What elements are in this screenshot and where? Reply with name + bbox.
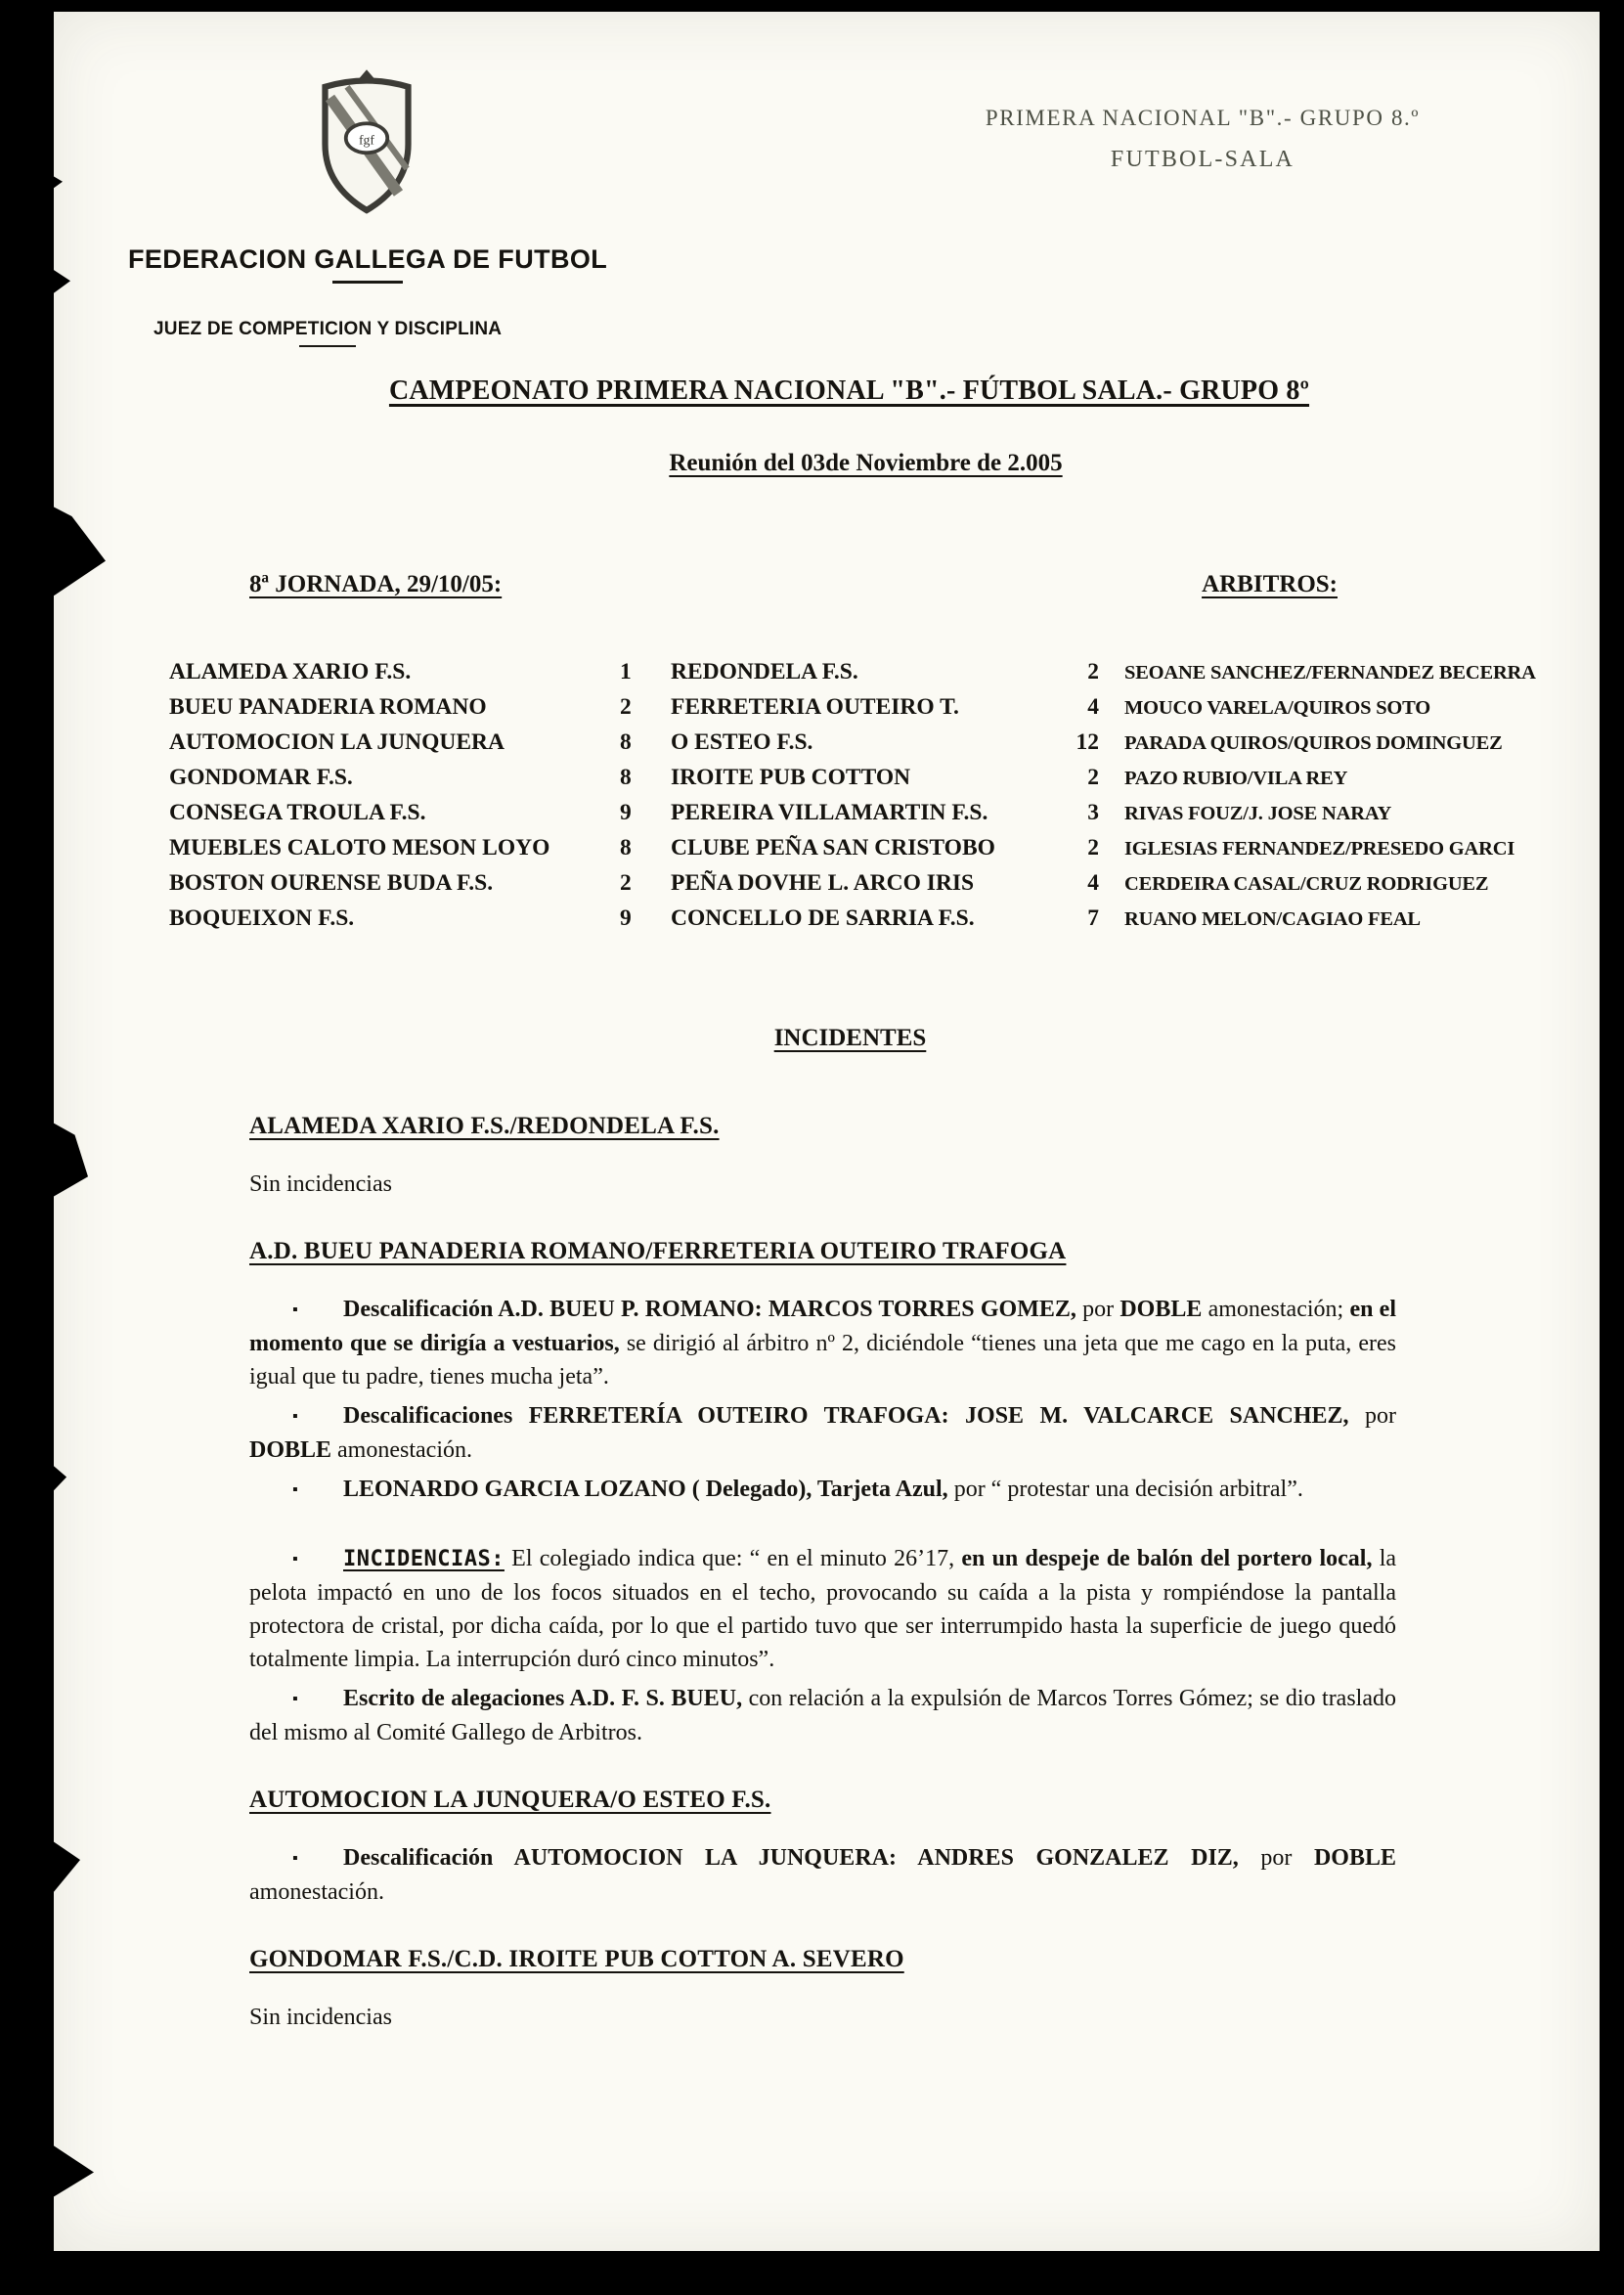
home-team: ALAMEDA XARIO F.S. [169,659,412,684]
paragraph [249,2001,1396,2034]
bullet-square-icon: ▪ [292,1302,298,1318]
section-heading: A.D. BUEU PANADERIA ROMANO/FERRETERIA OUTEIRO TRAFOGA [249,1238,1067,1264]
document-title: CAMPEONATO PRIMERA NACIONAL "B".- FÚTBOL SALA.- GRUPO 8º [388,375,1310,406]
away-score: 2 [1087,659,1099,684]
text-segment: DOBLE [1119,1297,1203,1322]
section-heading: AUTOMOCION LA JUNQUERA/O ESTEO F.S. [249,1787,771,1813]
crest-shield-icon [310,68,423,215]
home-team: MUEBLES CALOTO MESON LOYO [169,835,550,861]
text-segment: Descalificación A.D. BUEU P. ROMANO: MARCOS TORRES GOMEZ, [343,1297,1076,1322]
bullet-paragraph [249,1682,1396,1749]
text-segment: Sin incidencias [249,2005,392,2030]
away-team: CLUBE PEÑA SAN CRISTOBO [671,835,995,861]
results-headings-row [54,571,1600,598]
home-score: 1 [620,659,632,684]
text-segment: por [1238,1845,1314,1871]
referee-pair: MOUCO VARELA/QUIROS SOTO [1124,697,1431,719]
referees-heading: ARBITROS: [1202,571,1338,597]
incident-section [249,1238,1396,1749]
bullet-paragraph [249,1473,1396,1507]
referee-pair: RIVAS FOUZ/J. JOSE NARAY [1124,803,1392,824]
result-row [54,694,1600,729]
text-segment: INCIDENCIAS: [343,1547,505,1571]
away-team: PEÑA DOVHE L. ARCO IRIS [671,870,975,896]
home-score: 2 [620,694,632,720]
home-team: BOSTON OURENSE BUDA F.S. [169,870,494,896]
away-score: 3 [1087,800,1099,825]
federation-name: FEDERACION GALLEGA DE FUTBOL [128,244,608,274]
text-segment: con relación a la expulsión de Marcos Torres Gómez; se dio traslado del mismo al Comité Gallego de Arbitros. [249,1686,1396,1745]
text-segment: en el momento que se dirigía a vestuarios, [249,1297,1396,1356]
text-segment: por [1075,1297,1120,1322]
text-segment: Sin incidencias [249,1171,392,1197]
paragraph [249,1168,1396,1201]
text-segment: por “ protestar una decisión arbitral”. [947,1477,1303,1502]
document-body [54,12,1600,2034]
bullet-paragraph [249,1399,1396,1467]
result-row [54,800,1600,835]
text-segment: amonestación; [1202,1297,1350,1322]
judge-block [154,319,502,347]
away-team: PEREIRA VILLAMARTIN F.S. [671,800,988,825]
text-segment: Descalificación AUTOMOCION LA JUNQUERA: ANDRES GONZALEZ DIZ, [343,1845,1239,1871]
incidents-heading: INCIDENTES [773,1025,927,1051]
bullet-square-icon: ▪ [292,1850,298,1867]
away-team: REDONDELA F.S. [671,659,858,684]
text-segment: amonestación. [249,1879,384,1905]
away-team: FERRETERIA OUTEIRO T. [671,694,959,720]
home-score: 8 [620,835,632,861]
results-table [54,659,1600,941]
text-segment: por [1348,1403,1397,1429]
bullet-paragraph [249,1841,1396,1909]
section-heading: GONDOMAR F.S./C.D. IROITE PUB COTTON A. SEVERO [249,1946,904,1972]
referee-pair: PAZO RUBIO/VILA REY [1124,768,1348,789]
referee-pair: IGLESIAS FERNANDEZ/PRESEDO GARCI [1124,838,1515,860]
away-score: 2 [1087,835,1099,861]
referee-pair: PARADA QUIROS/QUIROS DOMINGUEZ [1124,732,1503,754]
text-segment: Escrito de alegaciones A.D. F. S. BUEU, [343,1686,743,1711]
result-row [54,835,1600,870]
federation-block [128,244,607,284]
home-score: 9 [620,800,632,825]
bullet-paragraph [249,1542,1396,1676]
bullet-paragraph [249,1293,1396,1393]
home-score: 2 [620,870,632,896]
judge-title: JUEZ DE COMPETICION Y DISCIPLINA [154,319,503,339]
referee-pair: RUANO MELON/CAGIAO FEAL [1124,908,1421,930]
home-score: 8 [620,729,632,755]
away-team: CONCELLO DE SARRIA F.S. [671,905,975,931]
away-score: 7 [1087,905,1099,931]
bullet-square-icon: ▪ [292,1481,298,1498]
away-team: IROITE PUB COTTON [671,765,911,790]
home-team: AUTOMOCION LA JUNQUERA [169,729,505,755]
result-row [54,870,1600,905]
matchday-heading: 8ª JORNADA, 29/10/05: [249,571,503,597]
competition-line: PRIMERA NACIONAL "B".- GRUPO 8.º [985,106,1421,130]
text-segment: El colegiado indica que: “ en el minuto 26’17, [504,1546,962,1571]
away-score: 12 [1075,729,1099,755]
incident-section [249,1787,1396,1909]
bullet-square-icon: ▪ [292,1408,298,1425]
incident-section [249,1946,1396,2034]
section-heading: ALAMEDA XARIO F.S./REDONDELA F.S. [249,1113,720,1139]
text-segment: DOBLE [249,1437,332,1463]
judge-underline-rule [299,345,356,347]
document-paper [54,12,1600,2251]
federation-underline-rule [332,281,403,284]
crest-monogram: fgf [358,132,375,148]
federation-crest-logo [310,68,423,215]
competition-header [958,106,1447,173]
bullet-square-icon: ▪ [292,1691,298,1707]
incident-section [249,1113,1396,1201]
home-team: BOQUEIXON F.S. [169,905,355,931]
meeting-date-line: Reunión del 03de Noviembre de 2.005 [669,450,1063,476]
result-row [54,659,1600,694]
bullet-square-icon: ▪ [292,1551,298,1567]
referee-pair: SEOANE SANCHEZ/FERNANDEZ BECERRA [1124,662,1536,684]
text-segment: se dirigió al árbitro nº 2, diciéndole “tienes una jeta que me cago en la puta, eres igual que tu padre, tienes mucha jeta”. [249,1331,1397,1390]
text-segment: la pelota impactó en uno de los focos situados en el techo, provocando su caída a la pista y rompiéndose la pantalla protectora de cristal, por dicha caída, por lo que el partido tuvo que ser interrumpido hasta la superficie de juego quedó totalmente limpia. La interrupción duró cinco minutos”. [249,1546,1397,1672]
home-team: BUEU PANADERIA ROMANO [169,694,487,720]
home-team: GONDOMAR F.S. [169,765,353,790]
away-score: 4 [1087,694,1099,720]
incidents-area [249,1113,1396,2034]
home-score: 9 [620,905,632,931]
text-segment: LEONARDO GARCIA LOZANO ( Delegado), Tarjeta Azul, [343,1477,948,1502]
text-segment: DOBLE [1313,1845,1396,1871]
text-segment: en un despeje de balón del portero local, [961,1546,1373,1571]
text-segment: amonestación. [331,1437,472,1463]
away-score: 2 [1087,765,1099,790]
referee-pair: CERDEIRA CASAL/CRUZ RODRIGUEZ [1124,873,1489,895]
text-segment: Descalificaciones FERRETERÍA OUTEIRO TRAFOGA: JOSE M. VALCARCE SANCHEZ, [343,1403,1349,1429]
home-team: CONSEGA TROULA F.S. [169,800,426,825]
result-row [54,905,1600,941]
competition-subline: FUTBOL-SALA [1110,147,1295,172]
home-score: 8 [620,765,632,790]
away-team: O ESTEO F.S. [671,729,813,755]
result-row [54,765,1600,800]
away-score: 4 [1087,870,1099,896]
result-row [54,729,1600,765]
